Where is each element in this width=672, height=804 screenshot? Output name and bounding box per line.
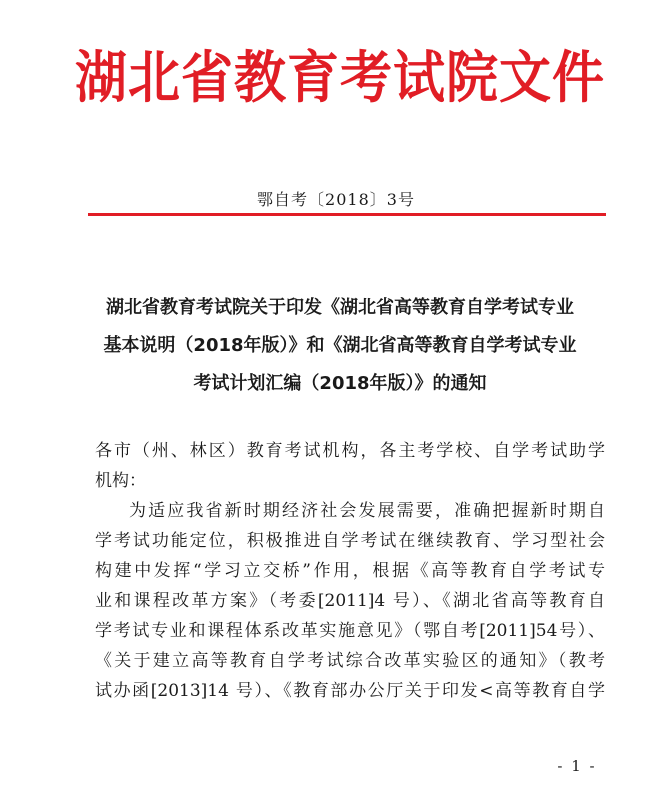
body-text xyxy=(95,436,605,706)
addressee-line-2: 机构： xyxy=(95,471,146,491)
paragraph-line-4: 业和课程改革方案》（考委[2011]4 号）、《湖北省高等教育自 xyxy=(95,591,605,611)
paragraph-line-1: 为适应我省新时期经济社会发展需要，准确把握新时期自 xyxy=(129,501,605,521)
notice-title xyxy=(80,289,600,403)
paragraph-line-5: 学考试专业和课程体系改革实施意见》（鄂自考[2011]54号）、 xyxy=(95,621,605,641)
paragraph-line-6: 《关于建立高等教育自学考试综合改革实验区的通知》（教考 xyxy=(95,651,605,671)
paragraph-line-3: 构建中发挥“学习立交桥”作用，根据《高等教育自学考试专 xyxy=(95,561,605,581)
addressee-line-1: 各市（州、林区）教育考试机构，各主考学校、自学考试助学 xyxy=(95,441,605,461)
title-line-2: 基本说明（2018年版）》和《湖北省高等教育自学考试专业 xyxy=(103,335,577,356)
document-number: 鄂自考〔2018〕3号 xyxy=(257,190,415,209)
title-line-1: 湖北省教育考试院关于印发《湖北省高等教育自学考试专业 xyxy=(106,297,574,318)
red-divider-line xyxy=(88,213,606,216)
page-number: - 1 - xyxy=(557,757,597,775)
title-line-3: 考试计划汇编（2018年版）》的通知 xyxy=(193,373,487,394)
paragraph-line-7: 试办函[2013]14 号）、《教育部办公厅关于印发<高等教育自学 xyxy=(95,681,605,701)
masthead-title: 湖北省教育考试院文件 xyxy=(74,45,605,111)
paragraph-line-2: 学考试功能定位，积极推进自学考试在继续教育、学习型社会 xyxy=(95,531,605,551)
